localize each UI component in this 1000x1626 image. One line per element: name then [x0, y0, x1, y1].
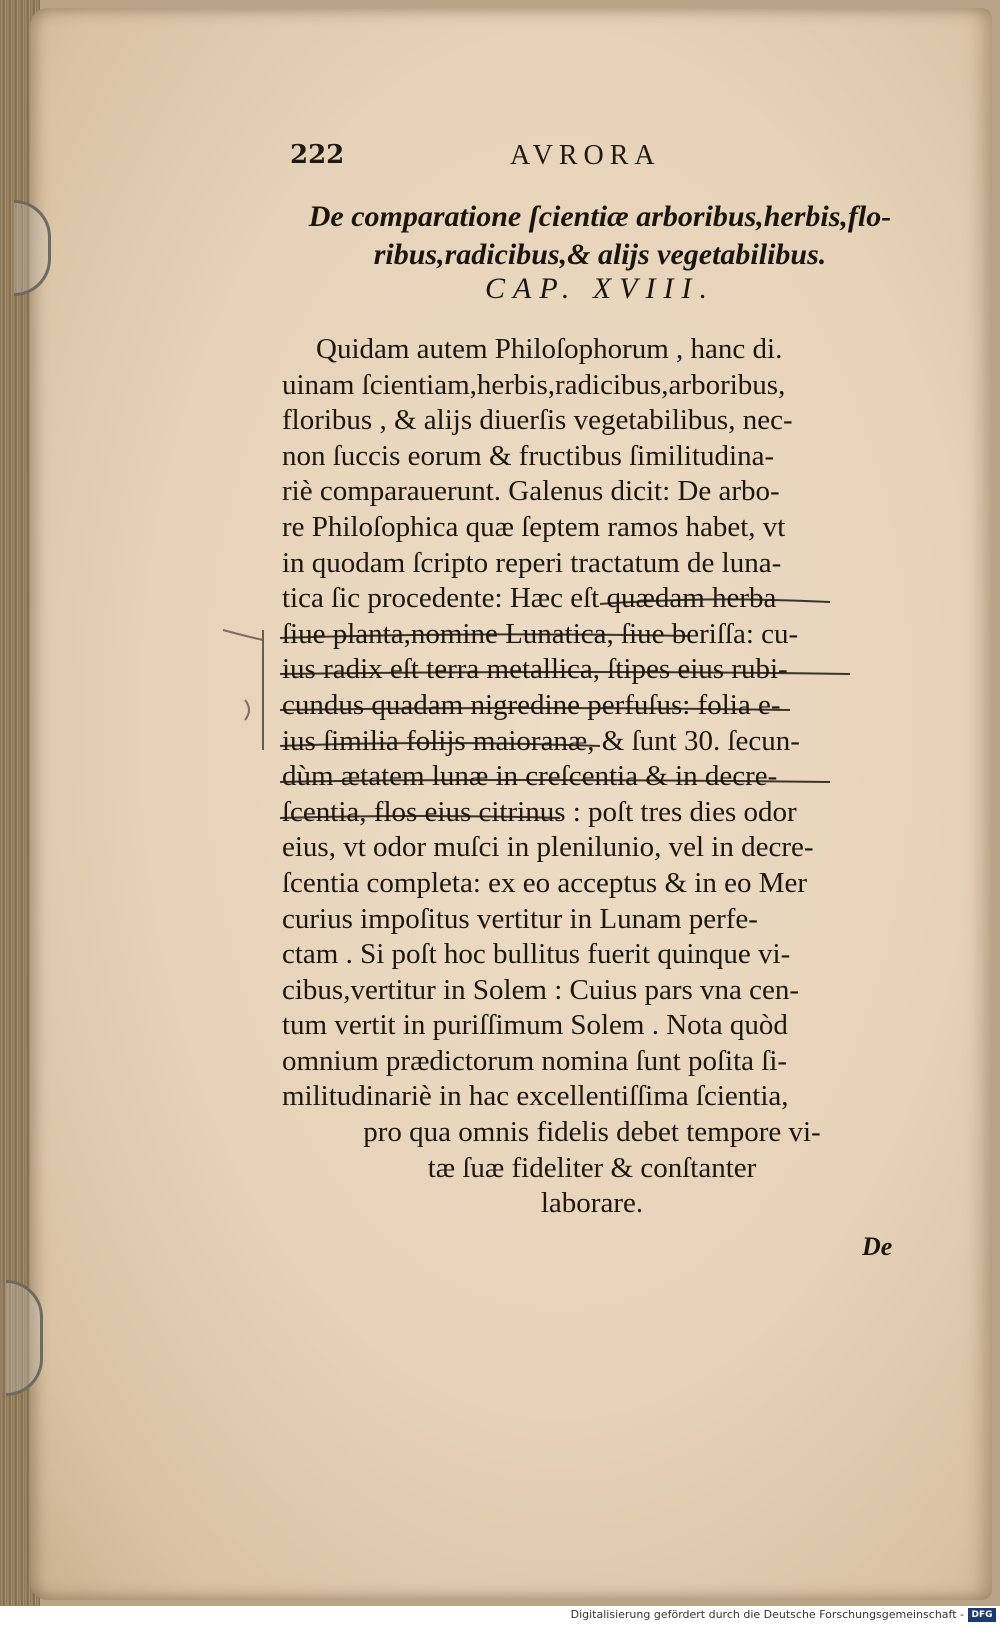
text-line: eius, vt odor muſci in plenilunio, vel in decre- — [282, 831, 814, 864]
text-line: ſiue planta,nomine Lunatica, ſiue beriſſa: cu- — [282, 617, 799, 650]
dfg-logo: DFG — [968, 1608, 996, 1622]
chapter-number: CAP. XVIII. — [485, 272, 715, 305]
chapter-title — [290, 198, 910, 274]
text-line: ius radix eſt terra metallica, ſtipes eius rubi- — [282, 653, 788, 686]
chapter-title-line: ribus,radicibus,& alijs vegetabilibus. — [373, 238, 827, 271]
text-line: floribus , & alijs diuerſis vegetabilibus, nec- — [282, 404, 793, 437]
text-line: cundus quadam nigredine perfuſus: folia e- — [282, 688, 781, 721]
closing-line: pro qua omnis fidelis debet tempore vi- — [363, 1116, 821, 1149]
text-line: militudinariè in hac excellentiſſima ſcientia, — [282, 1080, 789, 1113]
text-line: ſcentia, flos eius citrinus : poſt tres dies odor — [282, 795, 797, 828]
digitization-footer — [0, 1606, 1000, 1626]
text-line: in quodam ſcripto reperi tractatum de luna- — [282, 546, 782, 579]
text-line: Quidam autem Philoſophorum , hanc di. — [316, 333, 783, 365]
chapter-title-line: De comparatione ſcientiæ arboribus,herbis,flo- — [308, 200, 892, 233]
page-header — [290, 140, 710, 180]
text-line: omnium prædictorum nomina ſunt poſita ſi- — [282, 1044, 788, 1077]
text-line: ſcentia completa: ex eo acceptus & in eo Mer — [282, 866, 808, 899]
text-line: curius impoſitus vertitur in Lunam perfe- — [282, 902, 758, 935]
text-line: tica ſic procedente: Hæc eſt quædam herba — [282, 582, 777, 615]
text-line: dùm ætatem lunæ in creſcentia & in decre- — [282, 760, 778, 793]
text-line: cibus,vertitur in Solem : Cuius pars vna cen- — [282, 973, 800, 1006]
closing-line: tæ ſuæ fideliter & conſtanter — [427, 1151, 757, 1184]
text-line: re Philoſophica quæ ſeptem ramos habet, vt — [282, 510, 786, 543]
body-text — [282, 332, 922, 1222]
funding-credit: Digitalisierung gefördert durch die Deutsche Forschungsgemeinschaft - — [570, 1608, 964, 1621]
text-line: non ſuccis eorum & fructibus ſimilitudina- — [282, 439, 775, 472]
closing-line: laborare. — [540, 1187, 644, 1220]
text-line: ctam . Si poſt hoc bullitus fuerit quinque vi- — [282, 938, 791, 971]
text-line: riè comparauerunt. Galenus dicit: De arbo- — [282, 475, 780, 508]
text-line: ius ſimilia folijs maioranæ, & ſunt 30. ſecun- — [282, 724, 800, 757]
text-line: tum vertit in puriſſimum Solem . Nota quòd — [282, 1009, 788, 1042]
text-line: uinam ſcientiam,herbis,radicibus,arboribus, — [282, 368, 786, 401]
catchword: De — [862, 1232, 893, 1261]
page-number: 222 — [290, 140, 345, 170]
running-head: AVRORA — [510, 140, 661, 171]
